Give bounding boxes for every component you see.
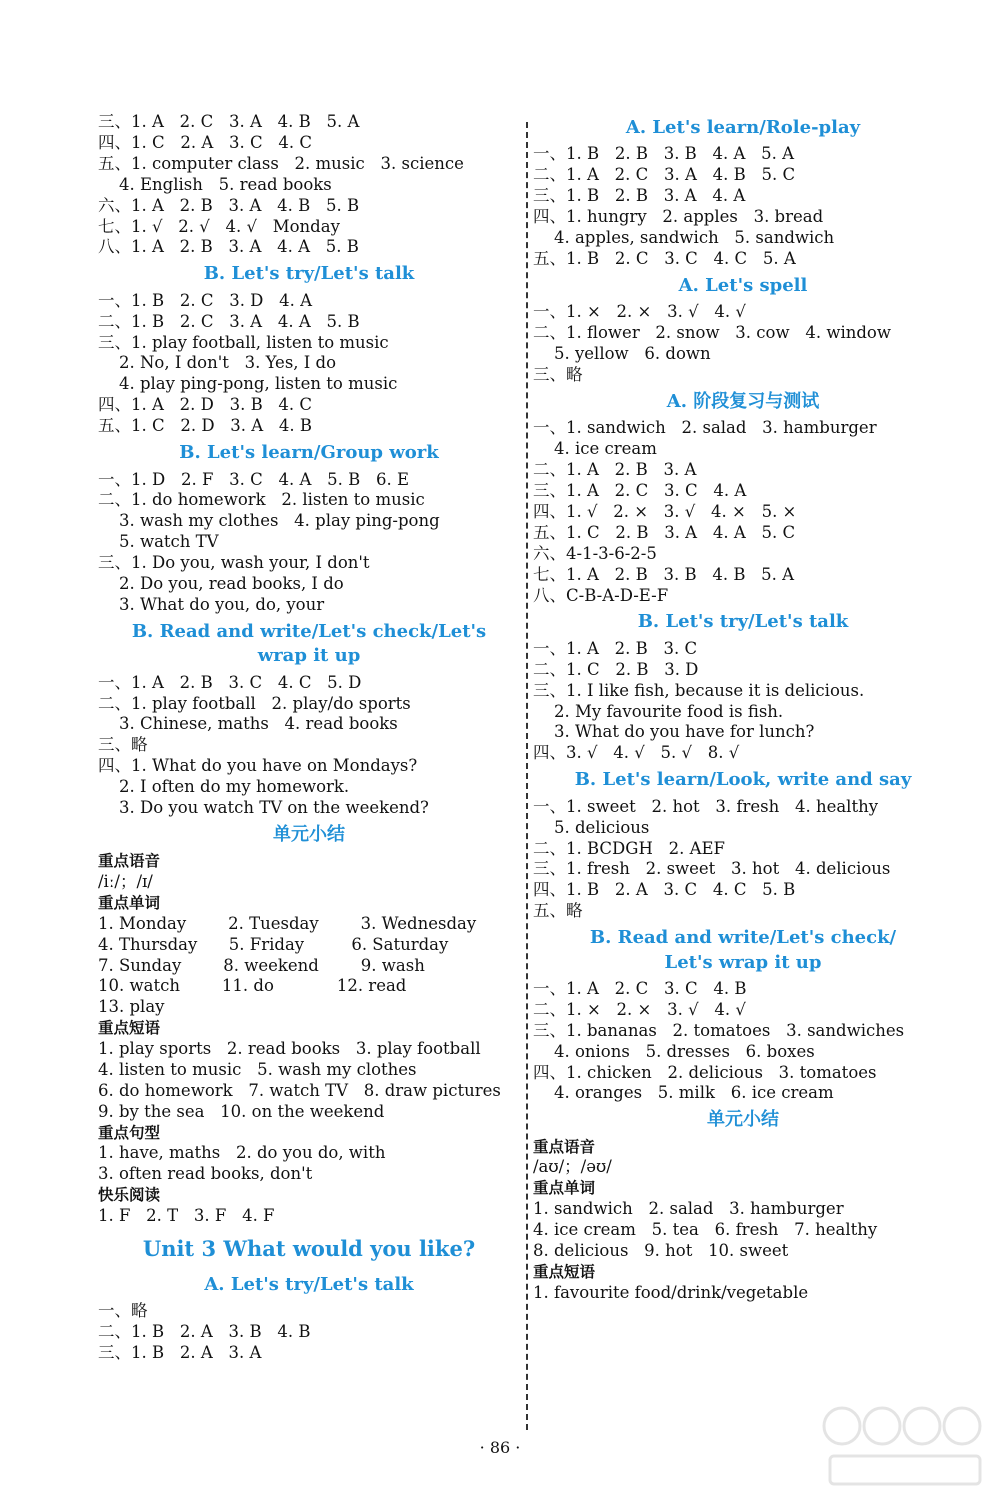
answer-line: 一、1. B 2. B 3. B 4. A 5. A <box>533 144 795 164</box>
answer-line: 四、1. chicken 2. delicious 3. tomatoes <box>533 1062 877 1082</box>
answer-line: 三、略 <box>533 364 583 384</box>
answer-line: 一、1. D 2. F 3. C 4. A 5. B 6. E <box>98 469 409 489</box>
answer-line: 8. delicious 9. hot 10. sweet <box>533 1240 789 1260</box>
answer-line: 4. English 5. read books <box>98 174 332 194</box>
answer-line: 2. My favourite food is fish. <box>533 701 784 721</box>
section-heading-cont: Let's wrap it up <box>664 951 822 973</box>
answer-line: 4. ice cream 5. tea 6. fresh 7. healthy <box>533 1220 878 1239</box>
answer-line: 6. do homework 7. watch TV 8. draw pictures <box>98 1080 501 1100</box>
answer-line: 四、1. hungry 2. apples 3. bread <box>533 207 824 227</box>
answer-line: 1. sandwich 2. salad 3. hamburger <box>533 1199 844 1219</box>
section-heading: A. Let's learn/Role-play <box>625 117 861 138</box>
subsection-label: 重点语音 <box>98 852 161 871</box>
section-heading-cont: wrap it up <box>257 645 361 667</box>
answer-line: 五、1. B 2. C 3. C 4. C 5. A <box>533 248 796 268</box>
column-divider <box>526 122 528 1430</box>
answer-line: 五、1. C 2. B 3. A 4. A 5. C <box>533 522 796 542</box>
answer-line: 10. watch 11. do 12. read <box>98 976 407 996</box>
section-heading: B. Let's try/Let's talk <box>637 611 849 633</box>
answer-line: 五、1. computer class 2. music 3. science <box>98 153 464 173</box>
answer-line: 二、1. BCDGH 2. AEF <box>533 838 725 858</box>
answer-line: 三、1. B 2. A 3. A <box>98 1342 262 1362</box>
answer-line: 三、1. play football, listen to music <box>98 332 389 352</box>
answer-line: 四、1. What do you have on Mondays? <box>98 756 418 776</box>
section-heading: B. Let's learn/Group work <box>179 442 439 464</box>
answer-line: 3. What do you, do, your <box>98 594 325 614</box>
answer-line: /iː/；/ɪ/ <box>98 872 153 892</box>
answer-line: 一、1. sweet 2. hot 3. fresh 4. healthy <box>533 796 879 816</box>
section-heading: A. Let's try/Let's talk <box>204 1273 414 1295</box>
answer-line: 三、1. A 2. C 3. C 4. A <box>533 481 747 500</box>
answer-line: 二、1. × 2. × 3. √ 4. √ <box>533 999 746 1019</box>
answer-line: 五、1. C 2. D 3. A 4. B <box>98 416 313 436</box>
answer-line: 六、1. A 2. B 3. A 4. B 5. B <box>98 195 360 215</box>
answer-line: 2. Do you, read books, I do <box>98 574 344 594</box>
answer-line: 八、1. A 2. B 3. A 4. A 5. B <box>98 237 359 257</box>
answer-line: 3. Do you watch TV on the weekend? <box>98 798 429 818</box>
answer-line: 三、1. B 2. B 3. A 4. A <box>533 186 746 206</box>
answer-line: 二、1. B 2. C 3. A 4. A 5. B <box>98 311 360 331</box>
answer-line: 1. Monday 2. Tuesday 3. Wednesday <box>98 913 477 933</box>
answer-line: 3. often read books, don't <box>98 1164 313 1184</box>
section-heading: A. 阶段复习与测试 <box>666 390 820 412</box>
answer-line: 1. have, maths 2. do you do, with <box>98 1143 386 1163</box>
answer-line: 2. I often do my homework. <box>98 777 350 797</box>
answer-line: 3. What do you have for lunch? <box>533 722 815 742</box>
subsection-label: 重点短语 <box>98 1019 161 1038</box>
answer-line: 三、1. fresh 2. sweet 3. hot 4. delicious <box>533 859 891 879</box>
subsection-label: 重点单词 <box>98 894 161 913</box>
answer-line: 二、1. A 2. B 3. A <box>533 460 697 480</box>
answer-line: 4. oranges 5. milk 6. ice cream <box>533 1083 834 1103</box>
answer-line: 二、1. play football 2. play/do sports <box>98 693 411 713</box>
section-heading: B. Read and write/Let's check/ <box>589 927 897 949</box>
answer-line: 四、3. √ 4. √ 5. √ 8. √ <box>533 743 740 763</box>
subsection-label: 重点句型 <box>98 1123 161 1142</box>
section-heading: B. Let's try/Let's talk <box>203 263 415 285</box>
page-number: · 86 · <box>479 1438 521 1457</box>
right-column <box>533 112 953 1303</box>
answer-line: 三、1. bananas 2. tomatoes 3. sandwiches <box>533 1020 905 1040</box>
answer-line: 四、1. A 2. D 3. B 4. C <box>98 395 313 415</box>
answer-line: 七、1. A 2. B 3. B 4. B 5. A <box>533 564 795 584</box>
answer-line: 二、1. do homework 2. listen to music <box>98 490 425 510</box>
answer-line: 四、1. √ 2. × 3. √ 4. × 5. × <box>533 501 797 521</box>
answer-line: 三、1. Do you, wash your, I don't <box>98 553 370 573</box>
subsection-label: 重点短语 <box>533 1262 596 1281</box>
answer-line: 六、4-1-3-6-2-5 <box>533 543 657 563</box>
section-heading: B. Read and write/Let's check/Let's <box>131 620 487 642</box>
answer-line: 1. play sports 2. read books 3. play football <box>98 1038 481 1058</box>
answer-line: 5. yellow 6. down <box>533 344 711 364</box>
section-heading: 单元小结 <box>707 1109 779 1131</box>
answer-line: 4. apples, sandwich 5. sandwich <box>533 228 835 248</box>
answer-line: 1. F 2. T 3. F 4. F <box>98 1205 275 1225</box>
answer-line: 二、1. A 2. C 3. A 4. B 5. C <box>533 165 796 185</box>
subsection-label: 快乐阅读 <box>98 1186 161 1205</box>
left-column <box>98 112 520 1364</box>
answer-line: 7. Sunday 8. weekend 9. wash <box>98 955 425 975</box>
answer-line: 4. Thursday 5. Friday 6. Saturday <box>98 934 449 954</box>
answer-line: 一、略 <box>98 1301 148 1321</box>
answer-line: 八、C-B-A-D-E-F <box>533 585 669 605</box>
answer-line: 3. Chinese, maths 4. read books <box>98 714 398 734</box>
answer-line: /aʊ/；/əʊ/ <box>533 1157 612 1177</box>
answer-line: 2. No, I don't 3. Yes, I do <box>98 353 337 373</box>
watermark-logo <box>820 1396 990 1492</box>
section-heading: 单元小结 <box>273 824 345 845</box>
answer-line: 二、1. B 2. A 3. B 4. B <box>98 1322 311 1342</box>
answer-line: 二、1. C 2. B 3. D <box>533 659 699 679</box>
answer-line: 一、1. sandwich 2. salad 3. hamburger <box>533 418 877 438</box>
answer-line: 七、1. √ 2. √ 4. √ Monday <box>98 216 340 236</box>
unit-title: Unit 3 What would you like? <box>142 1235 476 1261</box>
answer-line: 一、1. × 2. × 3. √ 4. √ <box>533 302 746 322</box>
section-heading: A. Let's spell <box>678 274 808 296</box>
answer-line: 5. delicious <box>533 817 650 837</box>
answer-line: 四、1. C 2. A 3. C 4. C <box>98 132 312 152</box>
answer-line: 5. watch TV <box>98 532 219 552</box>
answer-line: 1. favourite food/drink/vegetable <box>533 1282 809 1302</box>
answer-line: 三、略 <box>98 735 148 755</box>
answer-line: 4. onions 5. dresses 6. boxes <box>533 1041 815 1061</box>
answer-line: 4. listen to music 5. wash my clothes <box>98 1059 417 1079</box>
answer-line: 五、略 <box>533 901 583 921</box>
answer-line: 三、1. I like fish, because it is delicious. <box>533 680 865 700</box>
section-heading: B. Let's learn/Look, write and say <box>574 769 912 791</box>
answer-line: 一、1. B 2. C 3. D 4. A <box>98 290 313 310</box>
answer-line: 一、1. A 2. B 3. C 4. C 5. D <box>98 672 362 692</box>
answer-line: 一、1. A 2. C 3. C 4. B <box>533 978 747 998</box>
answer-line: 13. play <box>98 997 165 1017</box>
answer-line: 二、1. flower 2. snow 3. cow 4. window <box>533 323 891 343</box>
answer-line: 一、1. A 2. B 3. C <box>533 638 698 658</box>
answer-line: 三、1. A 2. C 3. A 4. B 5. A <box>98 112 360 131</box>
subsection-label: 重点单词 <box>533 1179 596 1198</box>
answer-line: 3. wash my clothes 4. play ping-pong <box>98 511 440 531</box>
answer-line: 四、1. B 2. A 3. C 4. C 5. B <box>533 880 796 900</box>
subsection-label: 重点语音 <box>533 1137 596 1156</box>
answer-line: 9. by the sea 10. on the weekend <box>98 1101 385 1121</box>
answer-line: 4. ice cream <box>533 439 657 459</box>
answer-line: 4. play ping-pong, listen to music <box>98 374 398 394</box>
